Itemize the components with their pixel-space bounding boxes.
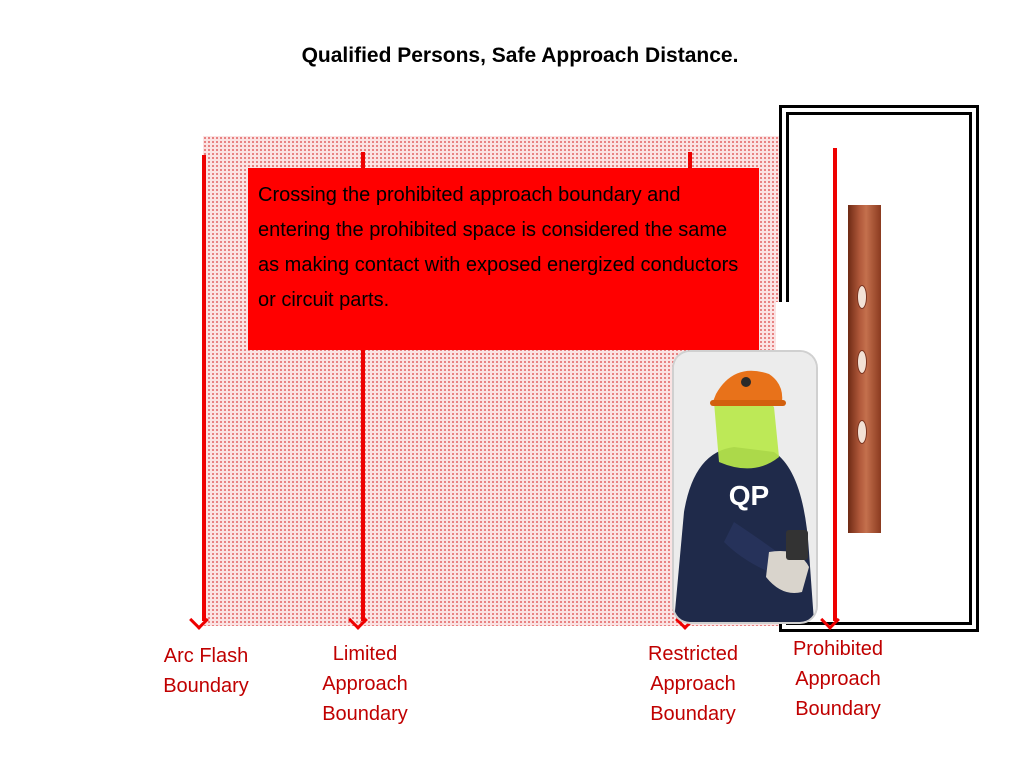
bus-bar-bolt-hole (857, 420, 867, 444)
qualified-person-photo (674, 352, 816, 622)
label-line: Prohibited (792, 638, 884, 660)
arc-flash-boundary-arrow (202, 155, 206, 621)
arc-flash-boundary-label (131, 641, 281, 701)
label-line: Arc Flash (163, 645, 249, 667)
label-line: Boundary (650, 703, 736, 725)
label-line: Boundary (163, 675, 249, 697)
label-line: Approach (650, 673, 736, 695)
prohibited-approach-boundary-label (763, 634, 913, 724)
qp-label: QP (728, 480, 770, 511)
prohibited-approach-boundary-arrow (833, 148, 837, 621)
label-line: Boundary (322, 703, 408, 725)
bus-bar-bolt-hole (857, 350, 867, 374)
limited-approach-boundary-label (290, 639, 440, 729)
label-line: Boundary (795, 698, 881, 720)
bus-bar-bolt-hole (857, 285, 867, 309)
label-line: Approach (322, 673, 408, 695)
label-line: Limited (332, 643, 398, 665)
prohibited-space-callout: Crossing the prohibited approach boundary and entering the prohibited space is considered the same as making contact with exposed energized conductors or circuit parts. (248, 168, 759, 350)
slide-title: Qualified Persons, Safe Approach Distance. (301, 44, 739, 67)
label-line: Approach (795, 668, 881, 690)
label-line: Restricted (647, 643, 739, 665)
restricted-approach-boundary-label (618, 639, 768, 729)
